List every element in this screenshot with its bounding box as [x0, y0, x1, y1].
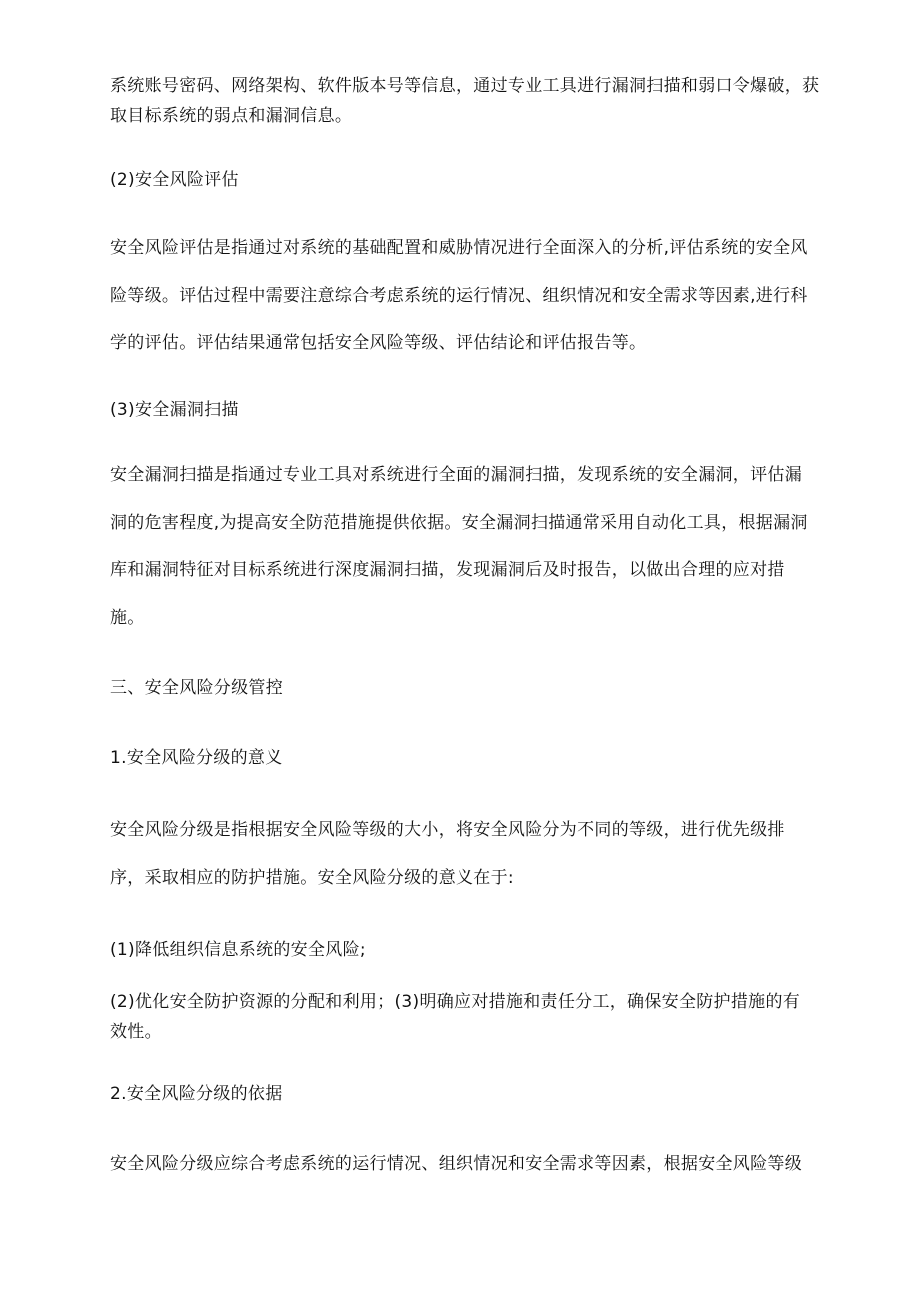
paragraph-line: 安全风险评估是指通过对系统的基础配置和威胁情况进行全面深入的分析,评估系统的安全风 — [110, 238, 808, 258]
list-item: (2)优化安全防护资源的分配和利用；(3)明确应对措施和责任分工，确保安全防护措施的有 — [110, 992, 801, 1012]
paragraph-line: 施。 — [110, 608, 145, 628]
paragraph-line: 安全风险分级应综合考虑系统的运行情况、组织情况和安全需求等因素，根据安全风险等级 — [110, 1154, 802, 1174]
paragraph-line: 系统账号密码、网络架构、软件版本号等信息，通过专业工具进行漏洞扫描和弱口令爆破，获 — [110, 76, 820, 96]
list-item: (1)降低组织信息系统的安全风险; — [110, 940, 366, 960]
paragraph-line: 安全漏洞扫描是指通过专业工具对系统进行全面的漏洞扫描，发现系统的安全漏洞，评估漏 — [110, 465, 802, 485]
paragraph-line: 取目标系统的弱点和漏洞信息。 — [110, 106, 353, 126]
paragraph-line: 洞的危害程度,为提高安全防范措施提供依据。安全漏洞扫描通常采用自动化工具，根据漏洞 — [110, 513, 808, 533]
subheading: 1.安全风险分级的意义 — [110, 748, 283, 768]
paragraph-line: 库和漏洞特征对目标系统进行深度漏洞扫描，发现漏洞后及时报告，以做出合理的应对措 — [110, 560, 785, 580]
section-heading: 三、安全风险分级管控 — [110, 678, 283, 698]
list-item: 效性。 — [110, 1022, 162, 1042]
subheading: 2.安全风险分级的依据 — [110, 1084, 283, 1104]
subheading: (2)安全风险评估 — [110, 170, 239, 190]
subheading: (3)安全漏洞扫描 — [110, 400, 239, 420]
paragraph-line: 安全风险分级是指根据安全风险等级的大小，将安全风险分为不同的等级，进行优先级排 — [110, 820, 785, 840]
paragraph-line: 学的评估。评估结果通常包括安全风险等级、评估结论和评估报告等。 — [110, 333, 647, 353]
paragraph-line: 险等级。评估过程中需要注意综合考虑系统的运行情况、组织情况和安全需求等因素,进行科 — [110, 286, 808, 306]
paragraph-line: 序，采取相应的防护措施。安全风险分级的意义在于: — [110, 868, 514, 888]
